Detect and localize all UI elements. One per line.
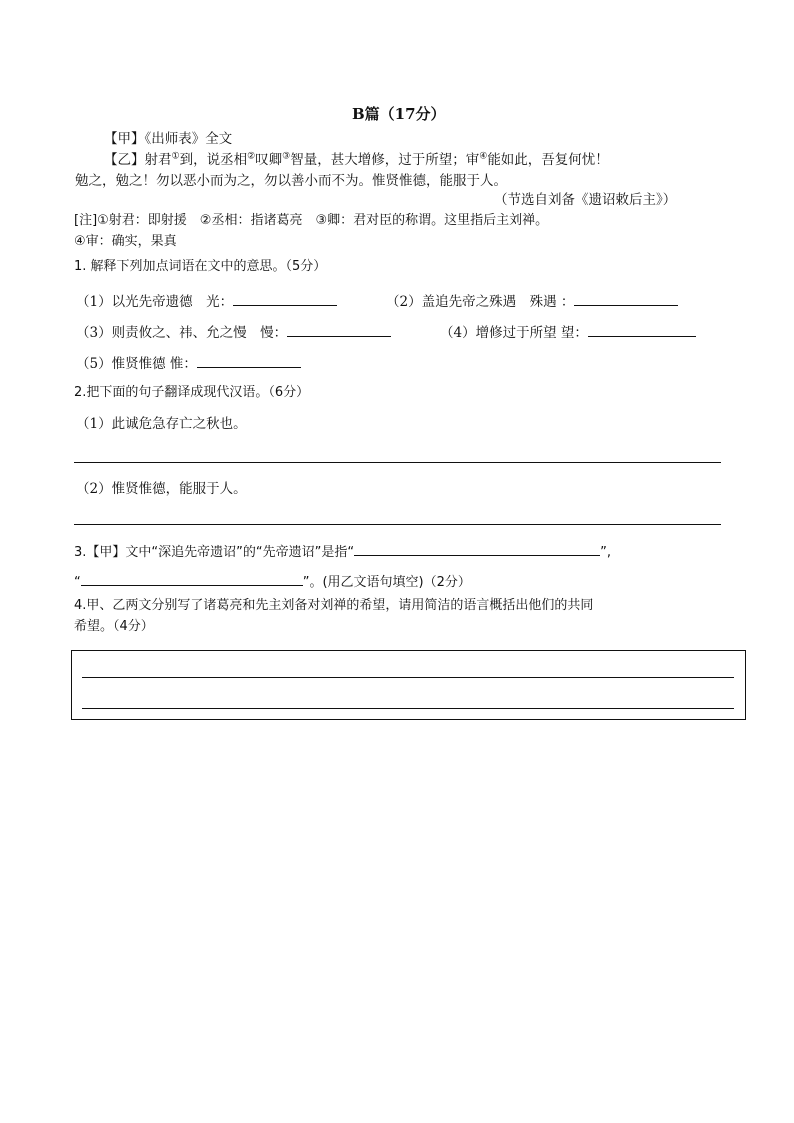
footnote-marker-1: ① [171, 151, 180, 162]
q1-item5-answer-blank[interactable] [197, 353, 301, 368]
q1-item2 [386, 291, 678, 311]
q1-stem: 1. 解释下列加点词语在文中的意思。（5分） [74, 259, 327, 274]
passage-yi-text-a: 【乙】射君 [104, 152, 172, 168]
q1-item4-label: （4）增修过于所望 望： [440, 325, 588, 341]
q2-item1-answer-line[interactable] [74, 462, 721, 463]
q4-answer-line-2[interactable] [82, 708, 734, 709]
q1-item2-answer-blank[interactable] [574, 291, 678, 306]
q2-item2-answer-line[interactable] [74, 524, 721, 525]
passage-yi-text-b: 到，说丞相 [179, 152, 248, 168]
q4-line1: 4.甲、乙两文分别写了诸葛亮和先主刘备对刘禅的希望，请用简洁的语言概括出他们的共同 [74, 598, 594, 613]
passage-yi-text-d: 智量，甚大增修，过于所望；审 [290, 152, 480, 168]
q1-item3-answer-blank[interactable] [287, 322, 391, 337]
q1-item2-label: （2）盖追先帝之殊遇 殊遇 ： [386, 294, 575, 310]
q3-answer-blank-2[interactable] [81, 571, 303, 586]
passage-yi-text-c: 叹卿 [255, 152, 283, 168]
passage-yi-line2: 勉之，勉之！勿以恶小而为之，勿以善小而不为。惟贤惟德，能服于人。 [75, 173, 507, 189]
notes-line2: ④审：确实，果真 [74, 234, 177, 249]
footnote-marker-2: ② [247, 151, 256, 162]
passage-jia: 【甲】《出师表》全文 [104, 131, 233, 147]
q3-prefix: 3.【甲】文中“深追先帝遗诏”的“先帝遗诏”是指“ [74, 545, 355, 560]
q3-line2-prefix: “ [74, 575, 81, 590]
footnote-marker-3: ③ [282, 151, 291, 162]
q2-item1: （1）此诚危急存亡之秋也。 [76, 416, 247, 432]
q3-line1 [74, 541, 611, 562]
q1-item5-label: （5）惟贤惟德 惟： [76, 356, 197, 372]
q2-item2: （2）惟贤惟德，能服于人。 [76, 481, 247, 497]
q2-stem: 2.把下面的句子翻译成现代汉语。（6分） [74, 385, 310, 400]
q1-item5 [76, 353, 301, 373]
q1-item1 [76, 291, 337, 311]
passage-yi-text-e: 能如此，吾复何忧！ [487, 152, 609, 168]
notes-line1: [注]①射君：即射援 ②丞相：指诸葛亮 ③卿：君对臣的称谓。这里指后主刘禅。 [74, 213, 549, 228]
q1-item3-label: （3）则责攸之、祎、允之慢 慢： [76, 325, 288, 341]
q4-answer-box [71, 650, 746, 720]
q4-line2: 希望。（4分） [74, 619, 154, 634]
q1-item1-label: （1）以光先帝遗德 光： [76, 294, 234, 310]
footnote-marker-4: ④ [479, 151, 488, 162]
q4-answer-line-1[interactable] [82, 677, 734, 678]
q1-item4-answer-blank[interactable] [588, 322, 696, 337]
q3-line2-suffix: ”。(用乙文语句填空)（2分） [302, 575, 471, 590]
section-title: B篇（17分） [352, 105, 446, 123]
q1-item3 [76, 322, 391, 342]
q1-item4 [440, 322, 696, 342]
q3-line1-suffix: ”, [600, 545, 611, 560]
q3-answer-blank-1[interactable] [354, 541, 600, 556]
passage-source: （节选自刘备《遗诏敕后主》） [494, 192, 677, 208]
q3-line2 [74, 571, 471, 592]
passage-yi-line1 [104, 151, 609, 169]
q1-item1-answer-blank[interactable] [233, 291, 337, 306]
